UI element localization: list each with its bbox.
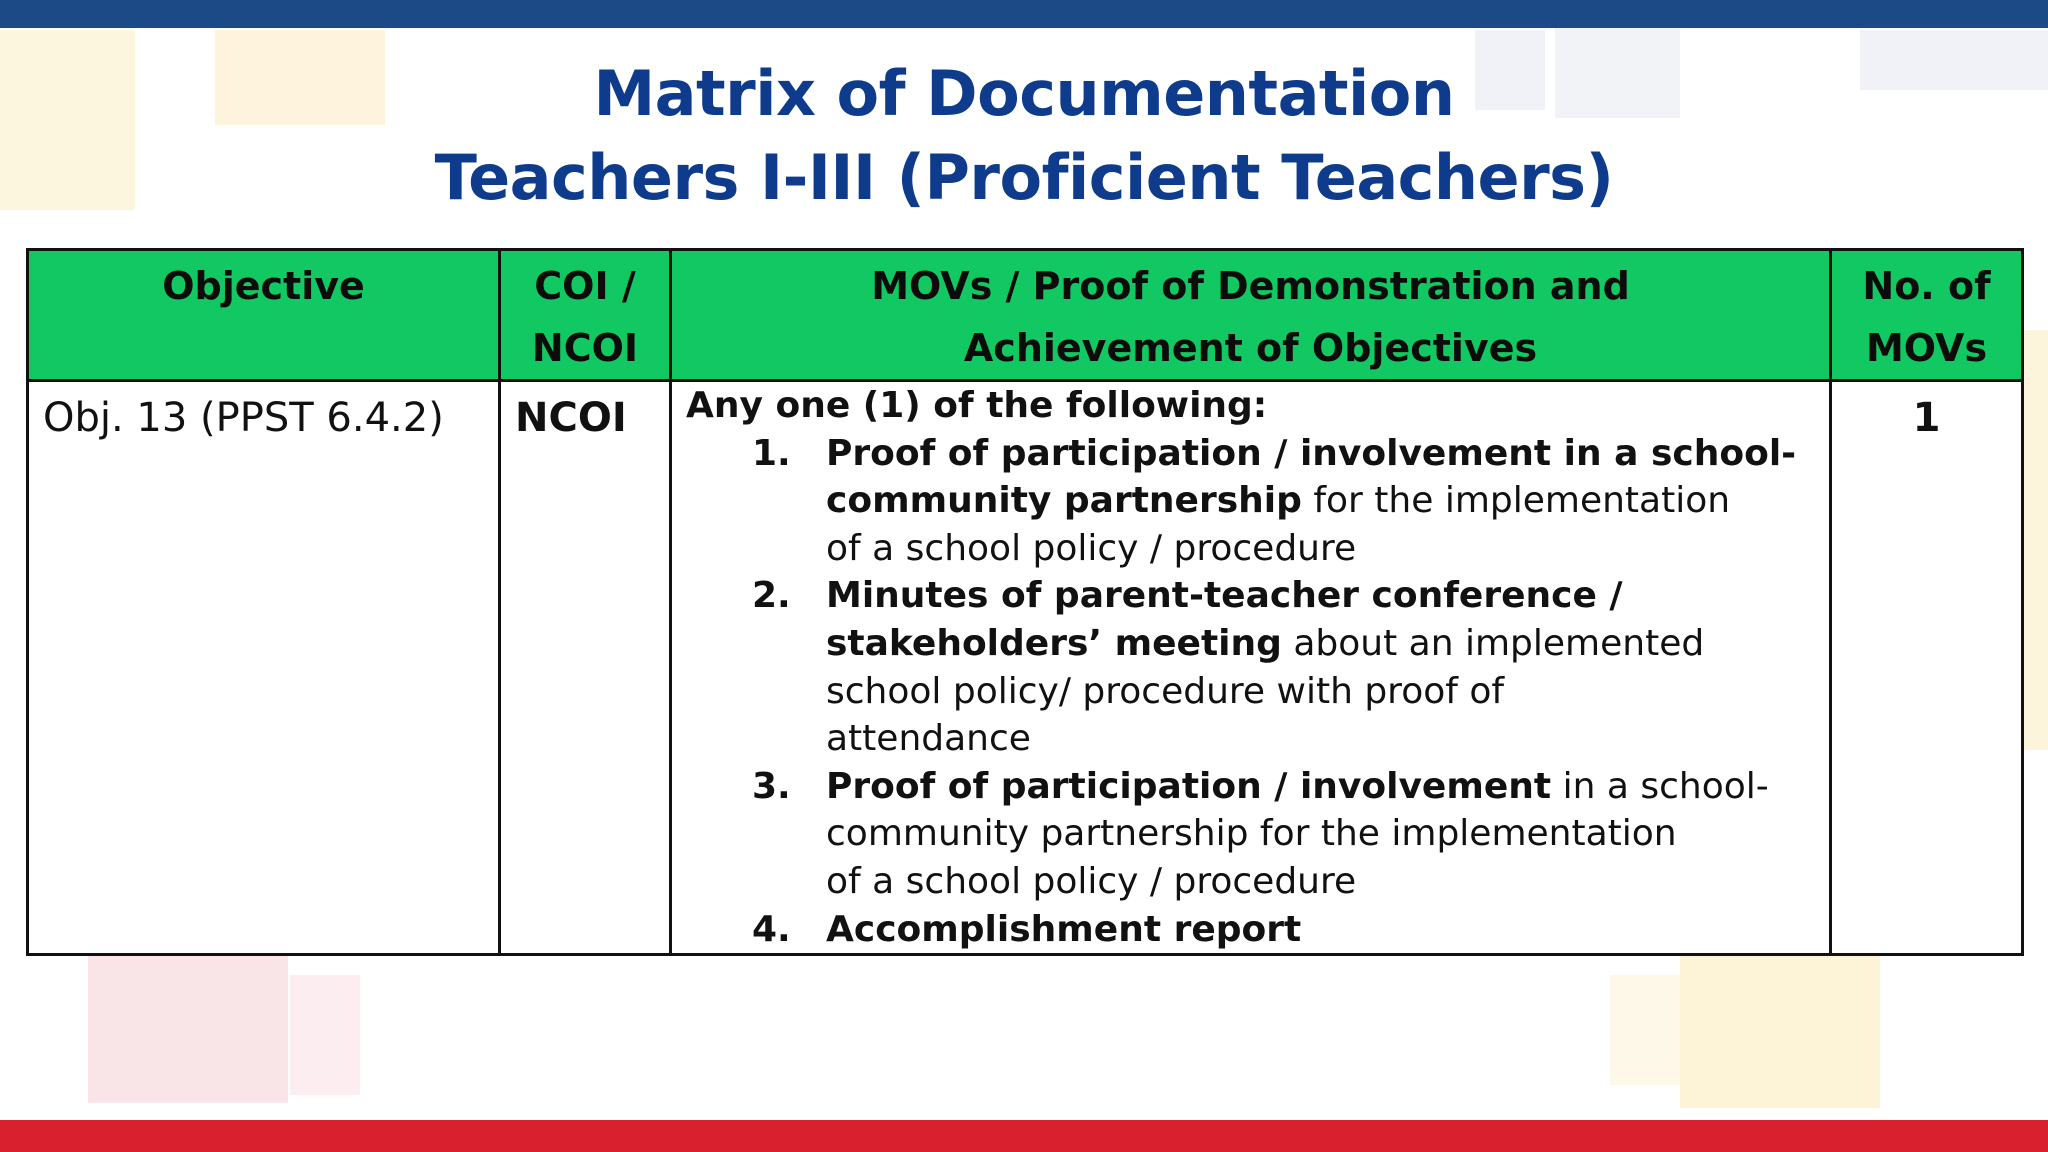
list-item-number: 4. [752, 908, 791, 950]
list-item-text: attendance [826, 718, 1031, 760]
list-item-line [826, 477, 1829, 525]
top-accent-bar [0, 0, 2048, 28]
table-row [28, 381, 2023, 955]
list-item-text: school policy/ procedure with proof of [826, 670, 1505, 712]
list-item-bold-text: stakeholders’ meeting [826, 622, 1282, 664]
list-item-text: about an implemented [1281, 622, 1705, 664]
header-coi-line-1: COI / [534, 264, 636, 308]
header-count [1831, 250, 2023, 381]
list-item-line [826, 906, 1829, 954]
documentation-matrix-table [26, 248, 2024, 956]
list-item-bold-text: Accomplishment report [826, 908, 1302, 950]
cell-coi: NCOI [500, 381, 671, 955]
list-item [686, 572, 1829, 762]
list-item-text: of a school policy / procedure [826, 527, 1357, 569]
list-item-line [826, 810, 1829, 858]
list-item [686, 430, 1829, 573]
list-item-line [826, 525, 1829, 573]
list-item-number: 1. [752, 432, 791, 474]
decor-square [1610, 975, 1680, 1085]
list-item [686, 763, 1829, 906]
movs-intro: Any one (1) of the following: [686, 385, 1268, 426]
header-objective-label: Objective [162, 264, 365, 308]
header-objective [28, 250, 500, 381]
decor-square [2020, 330, 2048, 750]
list-item-number: 3. [752, 765, 791, 807]
list-item-bold-text: Minutes of parent-teacher conference / [826, 575, 1623, 617]
list-item-text: in a school- [1551, 765, 1769, 807]
list-item-bold-text: Proof of participation / involvement in a school- [826, 432, 1797, 474]
page-title [0, 52, 2048, 220]
header-count-line-2: MOVs [1865, 326, 1988, 370]
table-header-row [28, 250, 2023, 381]
decor-square [290, 975, 360, 1095]
list-item-line [826, 430, 1829, 478]
header-movs-line-2: Achievement of Objectives [963, 326, 1538, 370]
header-coi-line-2: NCOI [531, 326, 639, 370]
header-coi [500, 250, 671, 381]
title-line-2: Teachers I-III (Proficient Teachers) [434, 141, 1614, 214]
title-line-1: Matrix of Documentation [593, 57, 1455, 130]
list-item-line [826, 715, 1829, 763]
list-item-line [826, 668, 1829, 716]
list-item-text: community partnership for the implementation [826, 813, 1677, 855]
list-item-bold-text: community partnership [826, 480, 1302, 522]
header-movs [671, 250, 1831, 381]
list-item-line [826, 858, 1829, 906]
header-movs-line-1: MOVs / Proof of Demonstration and [871, 264, 1630, 308]
cell-objective: Obj. 13 (PPST 6.4.2) [28, 381, 500, 955]
list-item-line [826, 620, 1829, 668]
list-item-line [826, 572, 1829, 620]
header-count-line-1: No. of [1862, 264, 1991, 308]
cell-movs [671, 381, 1831, 955]
decor-square [88, 948, 288, 1103]
list-item-text: of a school policy / procedure [826, 860, 1357, 902]
movs-list [686, 430, 1829, 954]
list-item-text: for the implementation [1301, 480, 1731, 522]
list-item [686, 906, 1829, 954]
list-item-number: 2. [752, 575, 791, 617]
list-item-line [826, 763, 1829, 811]
decor-square [1680, 948, 1880, 1108]
bottom-accent-bar [0, 1120, 2048, 1152]
list-item-bold-text: Proof of participation / involvement [826, 765, 1552, 807]
cell-mov-count: 1 [1831, 381, 2023, 955]
